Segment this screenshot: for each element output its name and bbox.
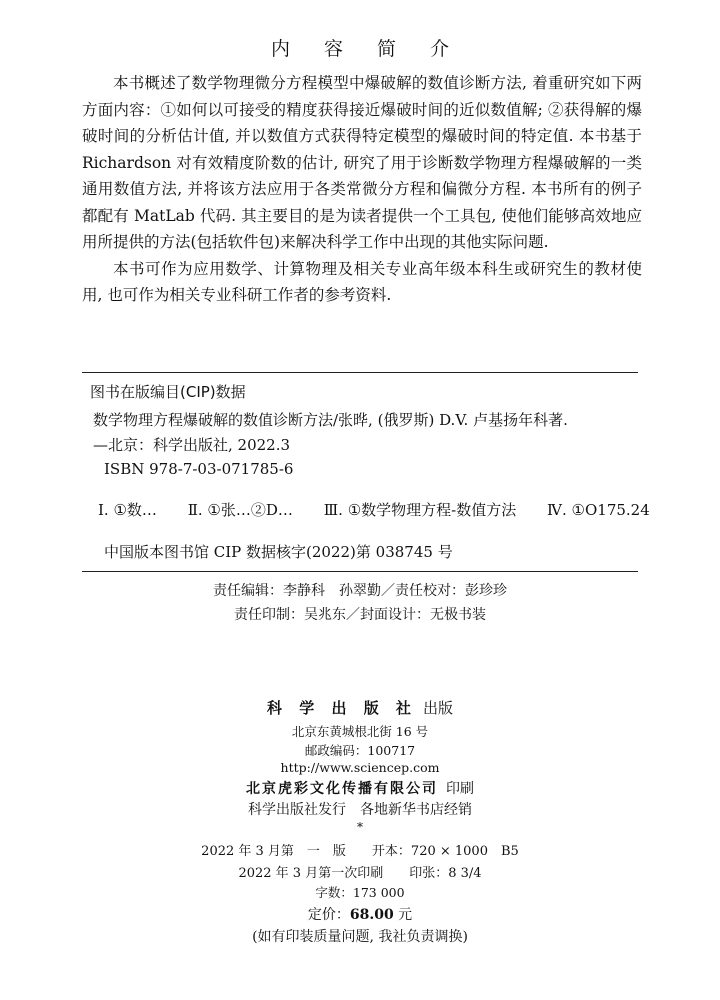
separator-star: * xyxy=(357,820,363,834)
price-value: 68.00 xyxy=(349,907,394,923)
distribution: 科学出版社发行 各地新华书店经销 xyxy=(248,802,472,818)
publisher-logo-text: 科 学 出 版 社 xyxy=(267,699,417,717)
edition-info: 2022 年 3 月第 一 版 开本：720 × 1000 B5 xyxy=(201,844,519,859)
publisher-line xyxy=(0,697,720,718)
cip-top-rule xyxy=(82,372,638,373)
production-credits: 责任印制：吴兆东／封面设计：无极书装 xyxy=(234,607,486,623)
editor-credits: 责任编辑：李静科 孙翠勤／责任校对：彭珍珍 xyxy=(213,583,507,599)
word-count: 字数：173 000 xyxy=(315,885,405,900)
classification-item: Ⅱ. ①张…②D… xyxy=(187,501,293,519)
abstract xyxy=(82,70,642,309)
cip-description-line-1: 数学物理方程爆破解的数值诊断方法/张晔, (俄罗斯) D.V. 卢基扬年科著. xyxy=(93,411,568,429)
publisher-url: http://www.sciencep.com xyxy=(280,760,440,775)
cip-description xyxy=(93,408,638,458)
classification-item: Ⅰ. ①数… xyxy=(98,501,157,519)
quality-notice: (如有印装质量问题, 我社负责调换) xyxy=(252,929,468,945)
price-unit: 元 xyxy=(393,907,413,923)
classification-item: Ⅳ. ①O175.24 xyxy=(547,501,650,519)
cip-classification xyxy=(98,499,650,520)
printing-info: 2022 年 3 月第一次印刷 印张：8 3/4 xyxy=(238,866,482,881)
printer-name: 北京虎彩文化传播有限公司 xyxy=(246,781,438,797)
publisher-address: 北京东黄城根北街 16 号 xyxy=(291,724,429,739)
postcode: 邮政编码：100717 xyxy=(304,743,416,758)
abstract-paragraph-1: 本书概述了数学物理微分方程模型中爆破解的数值诊断方法, 着重研究如下两方面内容：①如何以可接受的精度获得接近爆破时间的近似数值解; ②获得解的爆破时间的分析估计值, 并以数值方式获得特定模型的爆破时间的特定值. 本书基于 Richardson 对有效精度阶数的估计, 研究了用于诊断数学物理方程爆破解的一类通用数值方法, 并将该方法应用于各类常微分方程和偏微分方程. 本书所有的例子都配有 MatLab 代码. 其主要目的是为读者提供一个工具包, 使他们能够高效地应用所提供的方法(包括软件包)来解决科学工作中出现的其他实际问题. xyxy=(82,74,642,251)
abstract-paragraph-2: 本书可作为应用数学、计算物理及相关专业高年级本科生或研究生的教材使用, 也可作为相关专业科研工作者的参考资料. xyxy=(82,259,642,304)
price-label: 定价： xyxy=(307,907,350,923)
section-title: 内 容 简 介 xyxy=(270,38,464,60)
isbn: ISBN 978-7-03-071785-6 xyxy=(104,460,294,478)
cip-heading: 图书在版编目(CIP)数据 xyxy=(90,383,246,401)
cip-record-number: 中国版本图书馆 CIP 数据核字(2022)第 038745 号 xyxy=(104,543,453,561)
classification-item: Ⅲ. ①数学物理方程-数值方法 xyxy=(323,501,517,519)
printer-suffix: 印刷 xyxy=(446,781,474,797)
cip-description-line-2: —北京：科学出版社, 2022.3 xyxy=(93,436,291,454)
printer-line xyxy=(0,778,720,798)
publisher-suffix: 出版 xyxy=(422,699,453,717)
cip-bottom-rule xyxy=(82,571,638,572)
price xyxy=(0,904,720,924)
